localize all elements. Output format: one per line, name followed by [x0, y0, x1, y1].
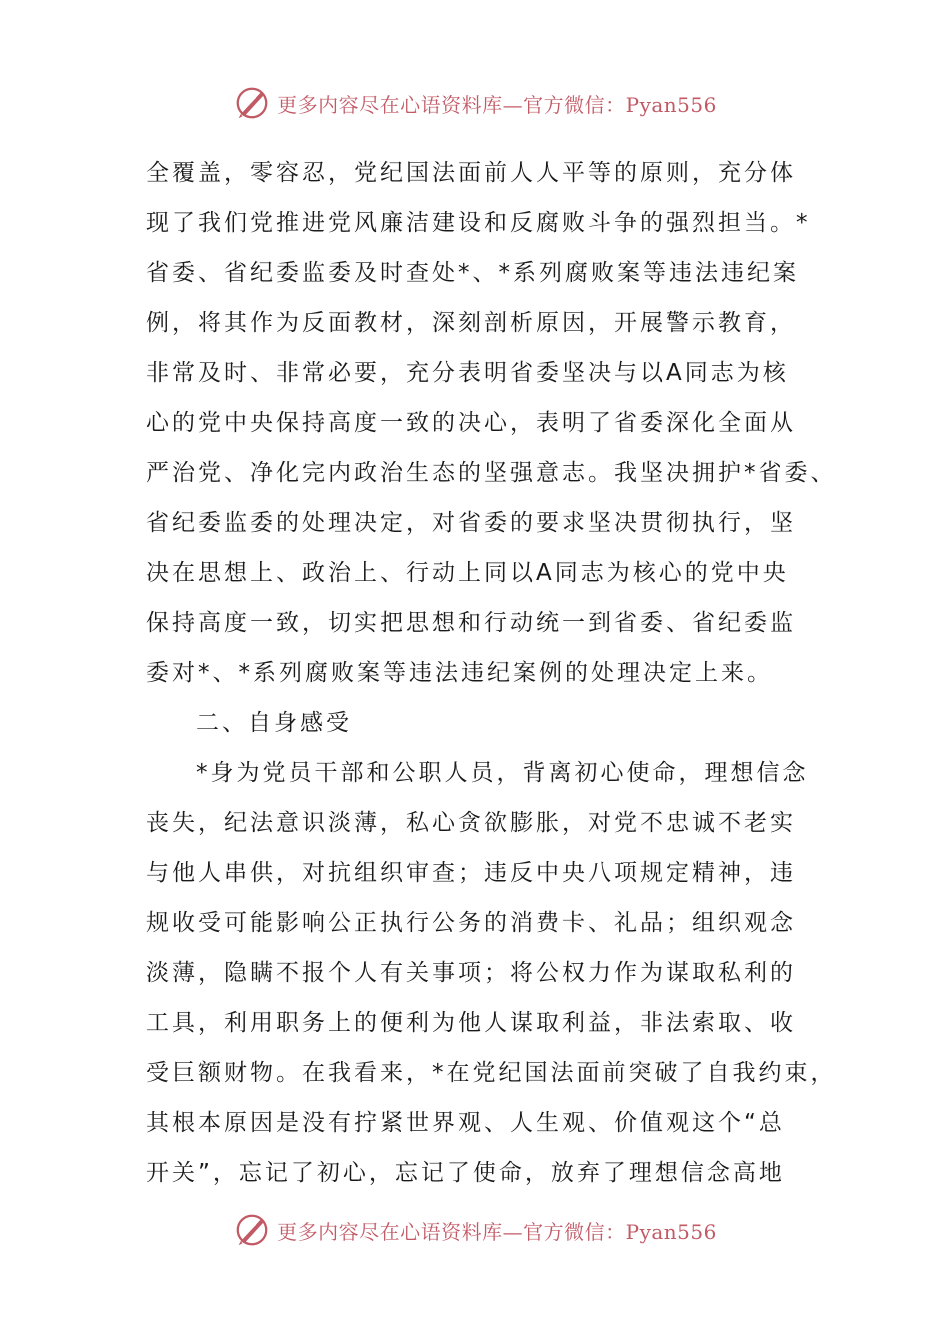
text-line: *身为党员干部和公职人员，背离初心使命，理想信念: [196, 760, 809, 786]
text-line: 其根本原因是没有拧紧世界观、人生观、价值观这个“总: [146, 1110, 785, 1136]
text-line: 全覆盖，零容忍，党纪国法面前人人平等的原则，充分体: [146, 160, 796, 186]
section-heading: 二、自身感受: [196, 710, 352, 736]
text-line: 省纪委监委的处理决定，对省委的要求坚决贯彻执行，坚: [146, 510, 796, 536]
text-line: 严治党、净化完内政治生态的坚强意志。我坚决拥护*省委、: [146, 460, 837, 486]
text-line: 规收受可能影响公正执行公务的消费卡、礼品；组织观念: [146, 910, 796, 936]
text-line: 丧失，纪法意识淡薄，私心贪欲膨胀，对党不忠诚不老实: [146, 810, 796, 836]
text-line: 决在思想上、政治上、行动上同以A同志为核心的党中央: [146, 560, 789, 586]
footer-watermark-text: 更多内容尽在心语资料库—官方微信：Pyan556: [277, 1219, 717, 1244]
footer-watermark: [0, 1208, 950, 1252]
header-watermark: [0, 81, 950, 125]
text-line: 省委、省纪委监委及时查处*、*系列腐败案等违法违纪案: [146, 260, 799, 286]
text-line: 非常及时、非常必要，充分表明省委坚决与以A同志为核: [146, 360, 789, 386]
document-body: [146, 148, 846, 1198]
text-line: 现了我们党推进党风廉洁建设和反腐败斗争的强烈担当。*: [146, 210, 811, 236]
quill-logo-icon: [233, 1211, 271, 1249]
quill-logo-icon: [233, 84, 271, 122]
text-line: 保持高度一致，切实把思想和行动统一到省委、省纪委监: [146, 610, 796, 636]
text-line: 工具，利用职务上的便利为他人谋取利益，非法索取、收: [146, 1010, 796, 1036]
header-watermark-text: 更多内容尽在心语资料库—官方微信：Pyan556: [277, 92, 717, 117]
text-line: 受巨额财物。在我看来，*在党纪国法面前突破了自我约束，: [146, 1060, 837, 1086]
text-line: 例，将其作为反面教材，深刻剖析原因，开展警示教育，: [146, 310, 796, 336]
text-line: 委对*、*系列腐败案等违法违纪案例的处理决定上来。: [146, 660, 773, 686]
text-line: 开关”，忘记了初心，忘记了使命，放弃了理想信念高地: [146, 1160, 785, 1186]
text-line: 与他人串供，对抗组织审查；违反中央八项规定精神，违: [146, 860, 796, 886]
text-line: 淡薄，隐瞒不报个人有关事项；将公权力作为谋取私利的: [146, 960, 796, 986]
text-line: 心的党中央保持高度一致的决心，表明了省委深化全面从: [146, 410, 796, 436]
